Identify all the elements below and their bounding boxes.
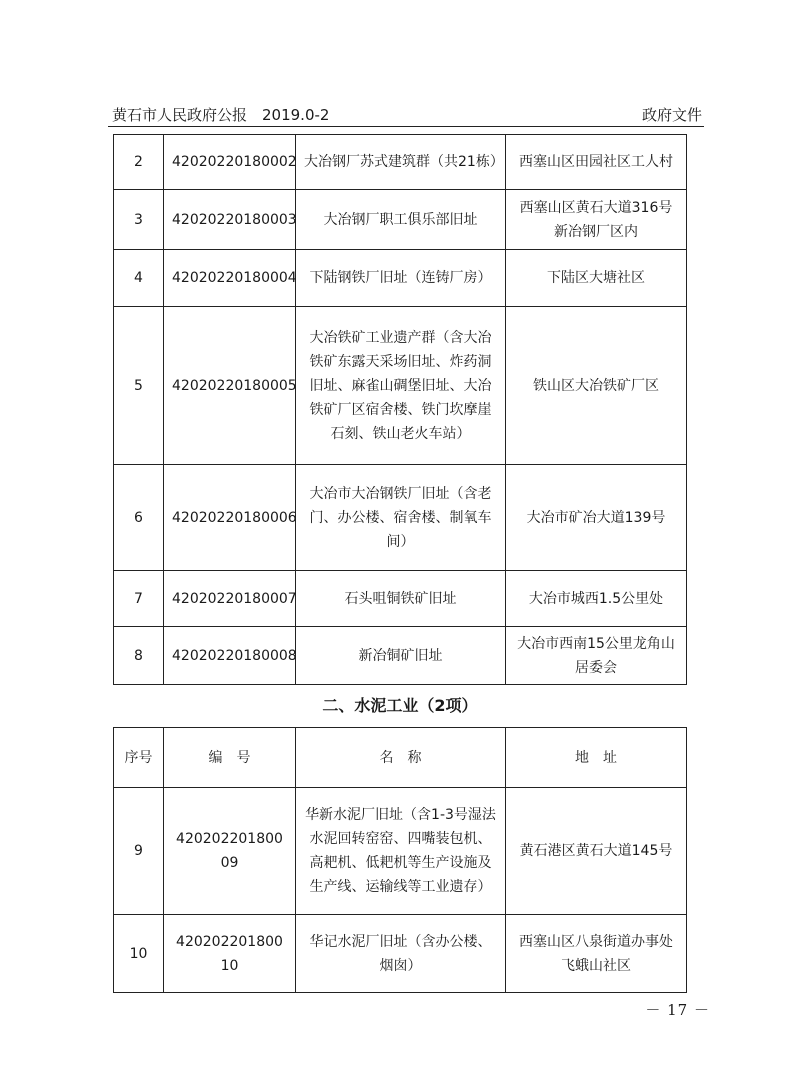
row-name: 下陆钢铁厂旧址（连铸厂房） [296, 250, 506, 307]
row-number: 5 [114, 307, 164, 465]
row-address: 西塞山区田园社区工人村 [506, 135, 687, 190]
row-name: 大冶市大冶钢铁厂旧址（含老门、办公楼、宿舍楼、制氧车间） [296, 465, 506, 571]
row-number: 6 [114, 465, 164, 571]
header-number: 序号 [114, 728, 164, 788]
table-row [114, 307, 687, 465]
row-code: 42020220180002 [164, 135, 296, 190]
row-code: 42020220180009 [164, 788, 296, 915]
gazette-title: 黄石市人民政府公报 2019.0-2 [112, 106, 330, 124]
table-header-row [114, 728, 687, 788]
header-divider [108, 126, 704, 127]
heritage-table-steel [113, 134, 687, 685]
section-label: 政府文件 [641, 106, 702, 124]
table-row [114, 135, 687, 190]
row-address: 铁山区大冶铁矿厂区 [506, 307, 687, 465]
table-row [114, 788, 687, 915]
row-number: 8 [114, 627, 164, 685]
row-number: 10 [114, 915, 164, 993]
header-address: 地 址 [506, 728, 687, 788]
row-code: 42020220180007 [164, 571, 296, 627]
table-row [114, 571, 687, 627]
row-name: 大冶钢厂苏式建筑群（共21栋） [296, 135, 506, 190]
row-number: 7 [114, 571, 164, 627]
table-row [114, 627, 687, 685]
row-code: 42020220180008 [164, 627, 296, 685]
row-name: 大冶铁矿工业遗产群（含大冶铁矿东露天采场旧址、炸药洞旧址、麻雀山碉堡旧址、大冶铁矿厂区宿舍楼、铁门坎摩崖石刻、铁山老火车站） [296, 307, 506, 465]
row-code: 42020220180006 [164, 465, 296, 571]
heritage-table-cement [113, 727, 687, 993]
table-row [114, 465, 687, 571]
section-heading-cement: 二、水泥工业（2项） [322, 696, 478, 715]
table-row [114, 250, 687, 307]
header-name: 名 称 [296, 728, 506, 788]
row-address: 西塞山区黄石大道316号新冶钢厂区内 [506, 190, 687, 250]
row-number: 3 [114, 190, 164, 250]
row-address: 大冶市矿冶大道139号 [506, 465, 687, 571]
row-address: 下陆区大塘社区 [506, 250, 687, 307]
table-row [114, 915, 687, 993]
running-header [112, 104, 702, 126]
row-code: 42020220180010 [164, 915, 296, 993]
row-code: 42020220180003 [164, 190, 296, 250]
row-name: 石头咀铜铁矿旧址 [296, 571, 506, 627]
row-name: 华记水泥厂旧址（含办公楼、烟囱） [296, 915, 506, 993]
row-address: 西塞山区八泉街道办事处飞蛾山社区 [506, 915, 687, 993]
row-address: 黄石港区黄石大道145号 [506, 788, 687, 915]
row-number: 2 [114, 135, 164, 190]
page-number: － 17 － [645, 1001, 710, 1019]
row-address: 大冶市城西1.5公里处 [506, 571, 687, 627]
header-code: 编 号 [164, 728, 296, 788]
row-number: 9 [114, 788, 164, 915]
row-code: 42020220180005 [164, 307, 296, 465]
row-name: 新冶铜矿旧址 [296, 627, 506, 685]
row-code: 42020220180004 [164, 250, 296, 307]
row-name: 华新水泥厂旧址（含1-3号湿法水泥回转窑窑、四嘴装包机、高耙机、低耙机等生产设施及生产线、运输线等工业遗存） [296, 788, 506, 915]
row-number: 4 [114, 250, 164, 307]
table-row [114, 190, 687, 250]
row-name: 大冶钢厂职工俱乐部旧址 [296, 190, 506, 250]
row-address: 大冶市西南15公里龙角山居委会 [506, 627, 687, 685]
